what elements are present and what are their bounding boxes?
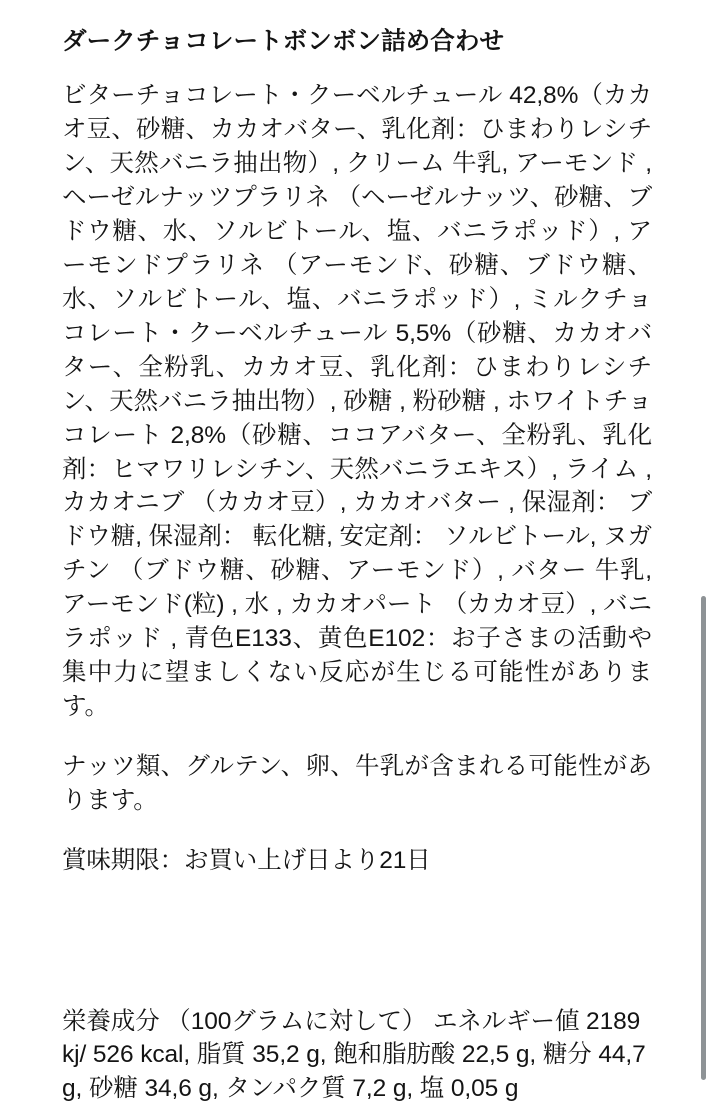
scrollbar-track[interactable] bbox=[703, 0, 709, 1080]
ingredients-paragraph: ビターチョコレート・クーベルチュール 42,8%（カカオ豆、砂糖、カカオバター、乳化剤：ひまわりレシチン、天然バニラ抽出物）, クリーム 牛乳, アーモンド , ヘーゼルナッツプラリネ （ヘーゼルナッツ、砂糖、ブドウ糖、水、ソルビトール、塩、バニラポッド）, アーモンドプラリネ （アーモンド、砂糖、ブドウ糖、水、ソルビトール、塩、バニラポッド）, ミルクチョコレート・クーベルチュール 5,5%（砂糖、カカオバター、全粉乳、カカオ豆、乳化剤：ひまわりレシチン、天然バニラ抽出物）, 砂糖 , 粉砂糖 , ホワイトチョコレート 2,8%（砂糖、ココアバター、全粉乳、乳化剤：ヒマワリレシチン、天然バニラエキス）, ライム , カカオニブ （カカオ豆）, カカオバター , 保湿剤： ブドウ糖, 保湿剤： 転化糖, 安定剤： ソルビトール, ヌガチン （ブドウ糖、砂糖、アーモンド）, バター 牛乳, アーモンド(粒) , 水 , カカオパート （カカオ豆）, バニラポッド , 青色E133、黄色E102：お子さまの活動や集中力に望ましくない反応が生じる可能性があります。 bbox=[62, 79, 652, 724]
page-title: ダークチョコレートボンボン詰め合わせ bbox=[62, 26, 652, 57]
nutrition-information: 栄養成分 （100グラムに対して） エネルギー値 2189 kj/ 526 kcal, 脂質 35,2 g, 飽和脂肪酸 22,5 g, 糖分 44,7 g, 砂糖 34,6 g, タンパク質 7,2 g, 塩 0,05 g bbox=[62, 1005, 654, 1106]
scrollbar-thumb[interactable] bbox=[701, 596, 706, 1080]
best-before-text: 賞味期限：お買い上げ日より21日 bbox=[62, 844, 652, 878]
allergen-notice-paragraph: ナッツ類、グルテン、卵、牛乳が含まれる可能性があります。 bbox=[62, 750, 652, 818]
